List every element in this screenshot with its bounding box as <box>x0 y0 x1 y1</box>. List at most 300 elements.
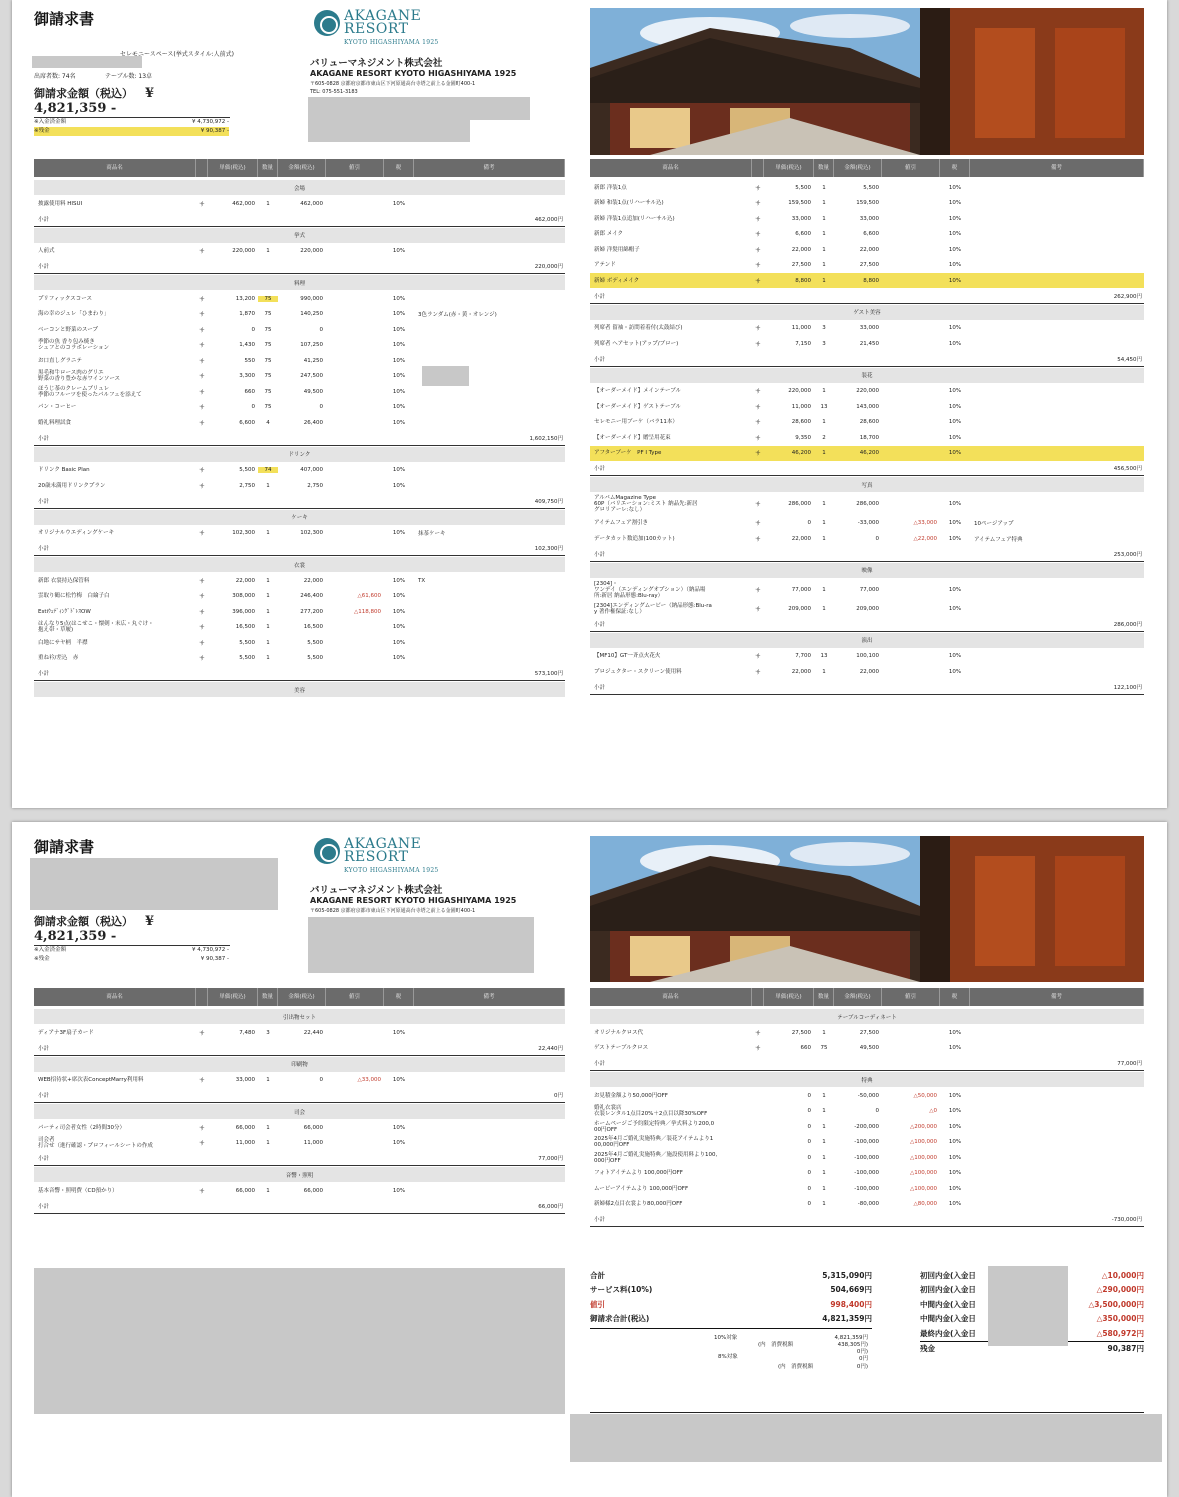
invoice-total-block <box>34 913 230 964</box>
subtotal-label: 小計 <box>38 1203 50 1210</box>
cell-qty: 1 <box>266 530 270 536</box>
table-row <box>590 273 1144 288</box>
cell-qty: 1 <box>266 200 270 207</box>
cell-qty: 1 <box>822 1108 826 1114</box>
table-row <box>34 400 565 415</box>
table-header-cell: 税 <box>384 988 414 1006</box>
table-header <box>590 159 1144 177</box>
cell-amt: 462,000 <box>300 200 323 207</box>
cell-s: サ <box>199 578 205 585</box>
subtotal-row <box>590 1056 1144 1071</box>
table-header-cell: 金額(税込) <box>278 159 326 177</box>
category-row <box>34 1057 565 1072</box>
cell-qty: 75 <box>264 357 272 364</box>
cell-tax: 10% <box>392 1124 406 1131</box>
cell-price: 0 <box>807 1139 811 1145</box>
cell-s: サ <box>199 640 205 647</box>
cell-price: 33,000 <box>791 215 811 222</box>
cell-price: 0 <box>807 1154 811 1161</box>
subtotal-value: 54,450円 <box>1117 356 1142 363</box>
cell-name: ほうじ茶のクレームブリュレ 季節のフルーツを使ったパルフェを添えて <box>38 385 142 398</box>
table-header-cell <box>196 159 208 177</box>
cell-amt: 107,250 <box>300 342 323 348</box>
cell-price: 8,800 <box>795 277 811 284</box>
subtotal-row <box>34 1041 565 1056</box>
cell-name: 婚礼衣裳店 衣装レンタル1点目20%＋2点目以降30%OFF <box>594 1105 708 1117</box>
paid-label: ※入金済金額 <box>34 947 67 953</box>
cell-disc: △200,000 <box>910 1123 937 1130</box>
subtotal-label: 小計 <box>38 264 50 270</box>
cell-price: 220,000 <box>788 388 811 394</box>
cell-qty: 3 <box>266 1029 270 1036</box>
cell-note: 10ページアップ <box>974 521 1014 527</box>
cell-name: 新婦 ボディメイク <box>594 277 640 284</box>
items-table-p2-left <box>34 988 565 1238</box>
cell-name: アイテムフェア割引き <box>594 520 648 526</box>
subtotal-label: 小計 <box>594 466 606 472</box>
table-row <box>34 604 565 619</box>
cell-tax: 10% <box>948 434 962 441</box>
subtotal-row <box>34 431 565 446</box>
cell-name: 黒毛和牛ロース肉のグリエ 野菜の香り豊かな赤ワインソース <box>38 370 121 382</box>
category-label: 特典 <box>861 1077 873 1084</box>
table-header-cell: 値引 <box>882 988 940 1006</box>
tax10-inner-amount: 438,305円) <box>837 1342 868 1348</box>
category-label: ドリンク <box>288 452 311 458</box>
tax10-zero: 0円) <box>856 1349 868 1355</box>
subtotal-row <box>590 617 1144 632</box>
table-row <box>590 1197 1144 1212</box>
cell-price: 7,150 <box>795 340 811 347</box>
venue-photo <box>590 8 1144 155</box>
cell-tax: 10% <box>392 608 406 615</box>
cell-s: サ <box>755 341 761 348</box>
cell-amt: 2,750 <box>307 482 323 489</box>
cell-s: サ <box>755 404 761 411</box>
hotel-name: AKAGANE RESORT KYOTO HIGASHIYAMA 1925 <box>310 69 517 78</box>
cell-price: 11,000 <box>235 1140 255 1146</box>
cell-qty: 1 <box>266 608 270 615</box>
cell-price: 5,500 <box>239 639 255 646</box>
cell-name: アフターブーケ PF I Type <box>594 450 662 456</box>
cell-s: サ <box>199 327 205 334</box>
paid-label: ※入金済金額 <box>34 119 67 125</box>
payment-value: △10,000円 <box>1101 1270 1144 1280</box>
cell-price: 11,000 <box>791 325 811 331</box>
cell-tax: 10% <box>948 419 962 425</box>
cell-qty: 1 <box>266 482 270 489</box>
balance-amount: ¥ 90,387 - <box>200 956 229 962</box>
cell-name: 新郎 洋装1点 <box>594 184 627 191</box>
payment-label: 中間内金(入金日 <box>920 1299 976 1309</box>
cell-amt: 27,500 <box>859 262 879 268</box>
cell-qty: 1 <box>822 586 826 593</box>
cell-amt: -80,000 <box>857 1201 879 1207</box>
subtotal-value: 462,000円 <box>534 216 563 223</box>
cell-price: 66,000 <box>235 1187 255 1194</box>
cell-qty: 1 <box>266 655 270 661</box>
category-label: 写真 <box>861 482 873 489</box>
table-row <box>590 1166 1144 1181</box>
payment-value: △350,000円 <box>1096 1314 1144 1324</box>
cell-name: 重ね衿/差込 赤 <box>38 655 79 661</box>
cell-tax: 10% <box>392 1140 406 1146</box>
cell-price: 462,000 <box>232 200 255 207</box>
cell-name: 2025年4月ご婚礼実施特典／施設使用料より100, 000円OFF <box>594 1151 718 1164</box>
cell-name: お口直しグラニテ <box>38 357 83 364</box>
cell-s: サ <box>199 389 205 396</box>
cell-s: サ <box>199 1188 205 1195</box>
cell-name: EstiｳｪﾃﾞｨﾝｸﾞﾄﾞﾚｽOW <box>38 608 91 615</box>
cell-amt: 8,800 <box>863 277 879 284</box>
cell-name: 20歳未満用ドリンクプラン <box>38 482 106 489</box>
cell-tax: 10% <box>948 1029 962 1036</box>
company-name: バリューマネジメント株式会社 <box>310 58 443 69</box>
cell-name: プロジェクター・スクリーン使用料 <box>594 668 682 675</box>
table-header-cell: 税 <box>940 988 970 1006</box>
cell-disc: △118,800 <box>354 608 381 615</box>
cell-tax: 10% <box>392 404 406 410</box>
subtotal-label: 小計 <box>594 1217 606 1223</box>
cell-amt: 5,500 <box>307 639 323 646</box>
cell-amt: -100,000 <box>854 1139 879 1145</box>
cell-s: サ <box>755 420 761 426</box>
subtotal-row <box>590 680 1144 695</box>
redacted-block <box>308 917 534 973</box>
cell-disc: △100,000 <box>910 1170 937 1176</box>
table-header-cell: 金額(税込) <box>834 159 882 177</box>
table-header-cell <box>752 159 764 177</box>
category-label: テーブルコーディネート <box>837 1014 897 1021</box>
category-row <box>590 305 1144 320</box>
cell-amt: 140,250 <box>300 311 323 317</box>
cell-qty: 1 <box>822 231 826 237</box>
table-header-cell: 税 <box>940 159 970 177</box>
table-row <box>34 322 565 337</box>
category-label: 美容 <box>293 687 305 694</box>
cell-price: 22,000 <box>791 246 811 253</box>
category-row <box>34 682 565 697</box>
cell-tax: 10% <box>948 231 962 237</box>
cell-amt: 49,500 <box>859 1045 879 1051</box>
subtotal-row <box>34 1199 565 1214</box>
category-label: 装花 <box>861 373 873 379</box>
cell-qty: 75 <box>820 1045 828 1051</box>
cell-amt: 143,000 <box>856 403 879 410</box>
cell-qty: 75 <box>264 311 272 317</box>
cell-tax: 10% <box>392 295 406 302</box>
tax8-inner-amount: 0円) <box>856 1364 868 1370</box>
cell-qty: 1 <box>822 246 826 253</box>
cell-price: 22,000 <box>235 577 255 584</box>
cell-qty: 1 <box>266 1077 270 1083</box>
cell-name: [2304]・ ワンデイ（エンディングオプション）（納品場 所:新居 納品形態:Blu-ray） <box>594 580 706 599</box>
subtotal-label: 小計 <box>594 1061 606 1067</box>
table-header-cell: 数量 <box>258 988 278 1006</box>
cell-qty: 1 <box>822 277 826 284</box>
cell-name: パン・コーヒー <box>38 404 77 410</box>
category-label: ゲスト美容 <box>853 310 881 316</box>
footer-rule <box>590 1412 1144 1413</box>
cell-s: サ <box>755 521 761 527</box>
cell-amt: 0 <box>875 1108 879 1114</box>
table-row <box>590 531 1144 546</box>
cell-tax: 10% <box>392 1077 406 1083</box>
cell-amt: -100,000 <box>854 1185 879 1192</box>
cell-amt: 33,000 <box>859 325 879 331</box>
table-row <box>34 353 565 368</box>
subtotal-row <box>34 494 565 509</box>
cell-amt: 0 <box>319 404 323 410</box>
resort-logo <box>314 10 439 49</box>
cell-amt: 407,000 <box>300 467 323 473</box>
summary-row <box>590 1283 872 1298</box>
cell-s: サ <box>199 296 205 303</box>
table-row <box>590 227 1144 242</box>
cell-qty: 1 <box>266 639 270 646</box>
summary-row <box>590 1297 872 1312</box>
cell-name: [2304]エンディングムービー（納品形態:Blu-ra y 著作権保証:なし） <box>594 602 712 615</box>
table-header-cell: 商品名 <box>590 159 752 177</box>
cell-qty: 1 <box>266 593 270 599</box>
cell-amt: 100,100 <box>856 653 879 659</box>
category-label: 音響・照明 <box>285 1172 314 1179</box>
cell-s: サ <box>755 389 761 395</box>
cell-s: サ <box>755 247 761 254</box>
table-row <box>34 620 565 635</box>
cell-tax: 10% <box>948 605 962 612</box>
cell-price: 11,000 <box>791 403 811 410</box>
subtotal-value: 456,500円 <box>1113 466 1142 472</box>
cell-amt: 159,500 <box>856 200 879 206</box>
cell-tax: 10% <box>392 342 406 348</box>
cell-s: サ <box>755 201 761 207</box>
cell-s: サ <box>755 263 761 269</box>
cell-amt: 28,600 <box>859 419 879 425</box>
table-header-cell: 金額(税込) <box>834 988 882 1006</box>
cell-tax: 10% <box>948 1154 962 1161</box>
cell-name: 司会者 打合せ（進行確認・プロフィールシートの作成 <box>38 1137 153 1149</box>
cell-name: ディアナ3F扇子カード <box>38 1029 94 1036</box>
cell-qty: 1 <box>822 535 826 542</box>
subtotal-label: 小計 <box>38 1156 50 1162</box>
cell-qty: 1 <box>822 419 826 425</box>
tax10-inner-label: (内 消費税額 <box>758 1342 794 1348</box>
cell-tax: 10% <box>392 1187 406 1194</box>
cell-s: サ <box>755 185 761 192</box>
subtotal-label: 小計 <box>594 293 606 300</box>
table-row <box>34 1136 565 1151</box>
balance-amount: ¥ 90,387 - <box>200 128 229 134</box>
subtotal-row <box>590 352 1144 367</box>
cell-price: 22,000 <box>791 668 811 675</box>
cell-amt: 247,500 <box>300 373 323 379</box>
invoice-sheet-1 <box>12 0 1167 808</box>
cell-qty: 1 <box>822 450 826 456</box>
table-header-cell: 商品名 <box>590 988 752 1006</box>
tax10-label: 10%対象 <box>714 1335 738 1341</box>
cell-price: 7,480 <box>239 1029 255 1036</box>
cell-amt: 26,400 <box>303 419 323 426</box>
cell-price: 660 <box>800 1045 811 1051</box>
cell-tax: 10% <box>948 668 962 675</box>
table-header-cell: 備考 <box>414 159 565 177</box>
subtotal-label: 小計 <box>594 551 606 558</box>
cell-price: 9,350 <box>795 434 811 441</box>
cell-tax: 10% <box>392 1029 406 1036</box>
cell-tax: 10% <box>392 388 406 395</box>
cell-name: 新婦 洋髪用綿帽子 <box>594 246 640 253</box>
company-name: バリューマネジメント株式会社 <box>310 885 443 896</box>
cell-tax: 10% <box>948 586 962 593</box>
category-label: ケーキ <box>291 515 308 521</box>
subtotal-row <box>590 289 1144 304</box>
table-row <box>590 415 1144 430</box>
table-row <box>590 579 1144 601</box>
table-header-cell: 単価(税込) <box>764 988 814 1006</box>
cell-qty: 75 <box>264 388 272 395</box>
cell-name: 披露使用料 HISUI <box>38 200 83 207</box>
cell-tax: 10% <box>948 403 962 410</box>
subtotal-value: 66,000円 <box>538 1203 563 1210</box>
cell-note: アイテムフェア特典 <box>974 536 1023 543</box>
summary-label: 値引 <box>590 1299 605 1309</box>
subtotal-value: 1,602,150円 <box>529 435 563 442</box>
cell-s: サ <box>199 1078 205 1084</box>
table-header-cell: 商品名 <box>34 988 196 1006</box>
cell-qty: 1 <box>822 1170 826 1176</box>
items-table-p1-left <box>34 159 565 739</box>
cell-amt: 18,700 <box>859 434 879 441</box>
table-row <box>590 336 1144 351</box>
subtotal-row <box>34 541 565 556</box>
table-row <box>590 399 1144 414</box>
cell-amt: 990,000 <box>300 295 323 302</box>
cell-price: 2,750 <box>239 482 255 489</box>
subtotal-label: 小計 <box>38 546 50 552</box>
subtotal-label: 小計 <box>38 435 50 442</box>
cell-qty: 1 <box>822 200 826 206</box>
table-header-cell: 値引 <box>326 988 384 1006</box>
cell-price: 77,000 <box>791 586 811 593</box>
cell-qty: 1 <box>822 215 826 222</box>
subtotal-value: 286,000円 <box>1113 621 1142 628</box>
cell-price: 0 <box>807 1185 811 1192</box>
cell-note: 3色ランダム(赤・黄・オレンジ) <box>418 312 497 318</box>
cell-qty: 1 <box>822 668 826 675</box>
cell-amt: 27,500 <box>859 1029 879 1036</box>
table-row <box>590 649 1144 664</box>
table-header-cell: 税 <box>384 159 414 177</box>
cell-amt: 22,000 <box>859 246 879 253</box>
summary-block <box>590 1268 872 1372</box>
category-label: 映像 <box>861 568 873 574</box>
subtotal-value: 573,100円 <box>534 671 563 677</box>
cell-price: 46,200 <box>791 450 811 456</box>
cell-name: データカット数追加(100カット) <box>594 535 675 542</box>
summary-label: 合計 <box>590 1270 605 1280</box>
cell-s: サ <box>199 201 205 208</box>
category-label: 衣裳 <box>293 562 305 569</box>
table-header <box>34 988 565 1006</box>
cell-name: 新婦様2点目衣裳より80,000円OFF <box>594 1201 683 1207</box>
payment-value: △290,000円 <box>1096 1285 1144 1295</box>
cell-amt: 220,000 <box>300 248 323 254</box>
cell-amt: -200,000 <box>854 1123 879 1130</box>
cell-price: 0 <box>807 1123 811 1130</box>
cell-s: サ <box>199 374 205 380</box>
table-row <box>590 664 1144 679</box>
cell-s: サ <box>755 451 761 457</box>
cell-tax: 10% <box>948 1092 962 1099</box>
ceremony-label: セレモニースペース(挙式スタイル:人前式) <box>120 51 234 58</box>
category-label: 印刷物 <box>291 1062 308 1068</box>
cell-name: オリジナルウエディングケーキ <box>38 530 115 536</box>
table-row <box>590 321 1144 336</box>
cell-name: アルバムMagazine Type 60P（バリエーション:ミスト 納品先:新居 グロリアーレ:なし） <box>594 495 698 513</box>
subtotal-row <box>34 666 565 681</box>
subtotal-value: 253,000円 <box>1113 551 1142 558</box>
table-header-cell: 備考 <box>970 159 1144 177</box>
cell-tax: 10% <box>392 419 406 426</box>
cell-price: 5,500 <box>239 655 255 661</box>
cell-price: 28,600 <box>791 419 811 425</box>
table-row <box>590 446 1144 461</box>
cell-s: サ <box>755 326 761 332</box>
company-address: 〒605-0828 京都府京都市東山区下河原通高台寺塔之前上る金園町400-1 <box>310 81 476 87</box>
table-row <box>590 1088 1144 1103</box>
cell-qty: 1 <box>266 248 270 254</box>
cell-name: 2025年4月ご婚礼実施特典／装花アイテムより1 00,000円OFF <box>594 1136 714 1148</box>
cell-amt: 11,000 <box>303 1140 323 1146</box>
table-row <box>34 478 565 493</box>
subtotal-value: 102,300円 <box>534 546 563 552</box>
cell-s: サ <box>199 343 205 349</box>
cell-price: 209,000 <box>788 605 811 612</box>
cell-disc: △100,000 <box>910 1154 937 1161</box>
cell-s: サ <box>199 1141 205 1147</box>
cell-name: 新婦 洋装1点追加(リハーサル込) <box>594 215 675 222</box>
category-row <box>590 477 1144 492</box>
subtotal-row <box>34 212 565 227</box>
cell-s: サ <box>199 609 205 616</box>
subtotal-value: 22,440円 <box>538 1045 563 1052</box>
cell-tax: 10% <box>948 325 962 331</box>
cell-name: ゲストテーブルクロス <box>594 1045 649 1051</box>
table-header-cell <box>196 988 208 1006</box>
table-row <box>590 258 1144 273</box>
doc-title: 御請求書 <box>34 838 95 856</box>
cell-qty: 1 <box>822 262 826 268</box>
cell-s: サ <box>199 1125 205 1132</box>
table-row <box>34 415 565 430</box>
cell-name: プリフィックスコース <box>38 295 93 302</box>
category-label: 引出物セット <box>282 1014 316 1021</box>
cell-amt: 220,000 <box>856 388 879 394</box>
table-header-cell: 単価(税込) <box>208 988 258 1006</box>
cell-qty: 3 <box>822 325 826 331</box>
tax8-amount: 0円 <box>859 1356 868 1362</box>
cell-amt: 22,000 <box>859 668 879 675</box>
logo-line1: AKAGANE <box>344 8 422 24</box>
cell-s: サ <box>199 420 205 427</box>
doc-title: 御請求書 <box>34 10 95 28</box>
cell-tax: 10% <box>392 482 406 489</box>
cell-price: 1,430 <box>239 342 255 348</box>
invoice-total-amount: ¥ 4,821,359 - <box>34 86 155 116</box>
cell-qty: 1 <box>266 1187 270 1194</box>
cell-s: サ <box>199 358 205 365</box>
